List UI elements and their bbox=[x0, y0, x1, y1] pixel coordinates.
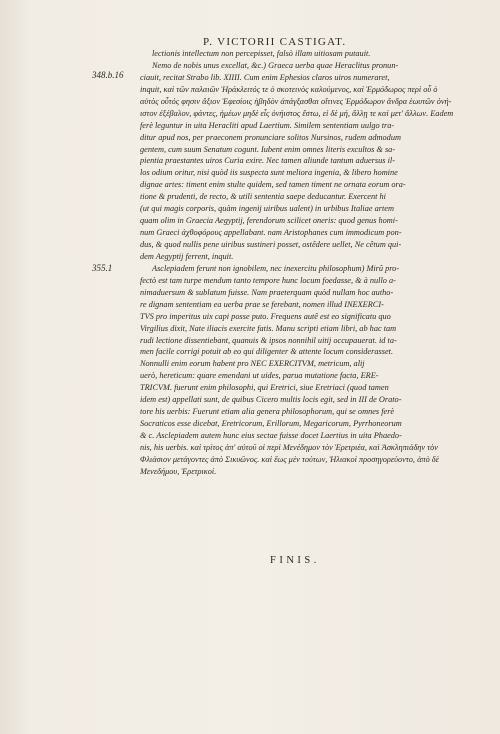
text-line: dignae artes: timent enim stulte quidem, sed tamen timent ne ornata eorum ora- bbox=[140, 180, 406, 190]
text-line: Nonnulli enim eorum habent pro NEC EXERCITVM, metricum, alij bbox=[140, 359, 365, 369]
text-line: ditur apud nos, per praeconem pronunciare solitos Nursinos, rudem admodum bbox=[140, 132, 401, 142]
text-line: dus, & quod nullis pene uiribus sustineri posset, ostêdere uellet, Ne cêtum qui- bbox=[140, 240, 402, 249]
text-line: quam olim in Graecia Aegyptij, ferendorum scilicet oneris: quod genus homi- bbox=[140, 216, 398, 226]
text-line: Μενεδήμου, Ἐρετρικοί. bbox=[140, 466, 217, 476]
text-line: Φλιάσιον μετάγοντες ἀπὸ Σικυῶνος. καὶ ἕως μὲν τούτων, Ἠλιακοὶ προσηγορεύοντο, ἀπὸ δὲ bbox=[140, 454, 439, 464]
text-line: lectionis intellectum non percepisset, falsò illam uitiosam putauit. bbox=[152, 49, 371, 58]
text-line: Virgilius dixit, Nate iliacis exercite fatis. Manu scripti etiam libri, ab hac tam bbox=[140, 323, 397, 333]
text-line: los odium oritur, nisi quòd iis suspecta sunt meliora ingenia, & libero homine bbox=[140, 168, 398, 178]
text-line: nimaduersum & sublatum fuisse. Nam praeterquam quòd nullam hoc autho- bbox=[140, 287, 394, 297]
text-line: (ut qui magis corporis, quàm ingenij uiribus ualent) in urbibus Italiae artem bbox=[140, 204, 394, 214]
text-line: αὐτὸς οὗτός φησιν ἄξιον Ἐφεσίοις ἡβηδὸν ἀπάγξασθαι οἵτινες Ἑρμόδωρον ἄνδρα ἑωυτῶν ὀνή- bbox=[140, 96, 452, 106]
text-line: Asclepiadem ferunt non ignobilem, nec inexercitu philosophum) Mirû pro- bbox=[152, 263, 400, 273]
text-line: fectò est tam turpe mendum tanto tempore hunc locum foedasse, & à nullo a- bbox=[140, 275, 396, 285]
text-line: uerò, hereticum: quare emendani ut uides, parua mutatione facta, ERE- bbox=[140, 371, 379, 381]
text-line: pientia praestantes uiros Curia exire. Nec tamen aliunde tantum aduersus il- bbox=[140, 156, 395, 166]
text-line: nis, his uerbis. καὶ τρίτος ἀπ' αὐτοῦ οἱ περὶ Μενέδημον τὸν Ἐρετριέα, καὶ Ἀσκληπιάδην τὸν bbox=[140, 442, 438, 452]
text-line: ιστον ἐξέβαλον, φάντες, ἡμέων μηδὲ εἷς ὀνήιστος ἔστω, εἰ δὲ μή, ἄλλῃ τε καὶ μετ' ἄλλων. Eadem bbox=[140, 108, 454, 118]
text-line: TVS pro imperitus uix capi posse puto. Frequens autê est eo significatu quo bbox=[140, 311, 391, 321]
commentary-text bbox=[140, 48, 482, 478]
text-line: idem est) appellati sunt, de quibus Cicero multis locis egit, sed in III de Orato- bbox=[140, 395, 402, 405]
text-line: Socraticos esse dicebat, Eretricorum, Erillorum, Megaricorum, Pyrrhoneorum bbox=[140, 419, 402, 429]
text-line: ciauit, recitat Strabo lib. XIIII. Cum enim Ephesios claros uiros numeraret, bbox=[140, 72, 390, 82]
text-line: gentem, cum suum Senatum cogunt. Iubent enim omnes literis excultos & sa- bbox=[140, 144, 396, 154]
running-header: P. VICTORII CASTIGAT. bbox=[203, 36, 347, 48]
text-line: dem Aegyptij ferrent, inquit. bbox=[140, 251, 234, 261]
text-line: num Graeci ἀχθοφόρους appellabant. nam Aristophanes cum immodicum pon- bbox=[140, 228, 402, 238]
text-line: tione & prudenti, de recto, & utili sententia saepe deducantur. Exercent hi bbox=[140, 192, 386, 202]
text-line: & c. Asclepiadem autem hunc eius sectae fuisse docet Laertius in uita Phaedo- bbox=[140, 431, 402, 440]
text-line: inquit, καὶ τῶν παλαιῶν Ἡράκλειτός τε ὁ σκοτεινὸς καλούμενος, καὶ Ἑρμόδωρος περὶ οὗ ὁ bbox=[140, 84, 438, 94]
text-line: TRICVM. fuerunt enim philosophi, qui Eretrici, siue Eretriaci (quod tamen bbox=[140, 383, 389, 393]
text-line: Nemo de nobis unus excellat, &c.) Graeca uerba quae Heraclitus pronun- bbox=[152, 60, 399, 70]
text-line: re dignam sententiam ea uerba prae se ferebant, nomen illud INEXERCI- bbox=[140, 299, 384, 309]
margin-reference-first: 348.b.16 bbox=[92, 70, 124, 80]
text-line: men facile corrigi potuit ab eo qui diligenter & attente locum considerasset. bbox=[140, 347, 394, 357]
text-line: tore his uerbis: Fuerunt etiam alia genera philosophorum, qui se omnes ferè bbox=[140, 407, 395, 417]
finis-colophon: FINIS. bbox=[270, 555, 320, 566]
text-line: rudi lectione dissentiebant, quanuis & ipsos nonnihil uitij occupauerat. id ta- bbox=[140, 335, 397, 345]
text-line: ferè leguntur in uita Heracliti apud Laertium. Similem sententiam uulgo tra- bbox=[140, 120, 395, 130]
margin-reference-second: 355.1 bbox=[92, 263, 113, 273]
